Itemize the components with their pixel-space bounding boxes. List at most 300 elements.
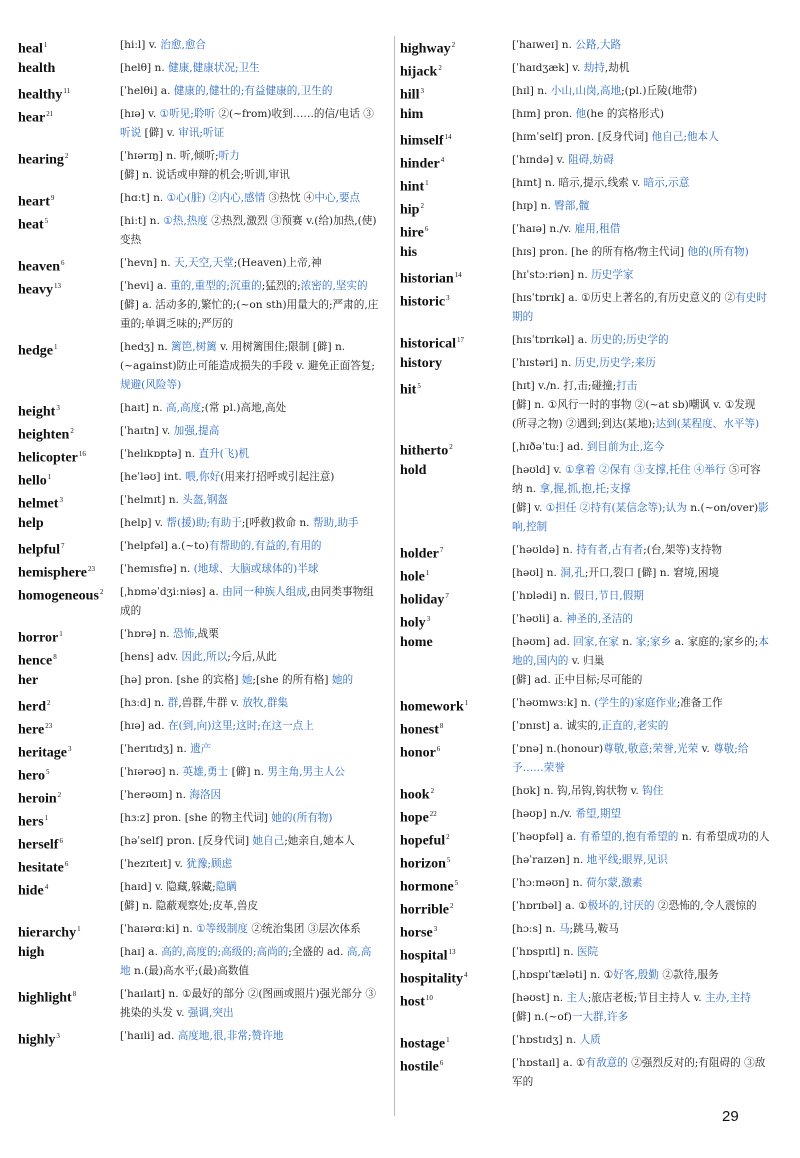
definition-text: ;开口,裂口 [僻] n. 窘境,困境: [584, 567, 720, 579]
definition-line: [512, 587, 770, 606]
highlighted-sense: 因此,所以: [181, 651, 228, 663]
definition-line: [120, 105, 380, 143]
headword: [400, 828, 504, 851]
definition-text: [ˈhelɪkɒptə] n.: [120, 448, 199, 460]
highlighted-sense: 男主角,男主人公: [267, 766, 345, 778]
headword-text: honest: [400, 722, 439, 738]
dictionary-entry: [400, 943, 770, 962]
definition: [512, 128, 770, 147]
definition-text: [僻] v.: [512, 502, 546, 514]
dictionary-entry: [18, 985, 380, 1023]
dictionary-entry: [400, 874, 770, 893]
headword: [18, 943, 114, 962]
headword-text: historical: [400, 336, 456, 352]
definition: [512, 151, 770, 170]
headword-text: holder: [400, 546, 439, 562]
headword: [400, 174, 504, 197]
definition-text: a. 家庭的;家乡的;: [671, 636, 759, 648]
headword: [18, 763, 114, 786]
headword-text: highway: [400, 41, 451, 57]
highlighted-sense: 打击: [616, 380, 638, 392]
headword: [18, 468, 114, 491]
highlighted-sense: 暗示,示意: [643, 177, 690, 189]
headword: [18, 399, 114, 422]
headword: [400, 197, 504, 220]
headword-text: hierarchy: [18, 925, 77, 941]
headword: [400, 243, 504, 262]
definition-text: [ˈhelmɪt] n.: [120, 494, 183, 506]
definition-line: [512, 874, 770, 893]
definition: [120, 59, 380, 78]
frequency-superscript: 23: [45, 722, 53, 730]
dictionary-entry: [18, 583, 380, 621]
highlighted-sense: 直升(飞)机: [198, 448, 250, 460]
dictionary-entry: [400, 151, 770, 170]
headword-text: hip: [400, 202, 420, 218]
frequency-superscript: 2: [451, 41, 456, 49]
headword: [400, 377, 504, 400]
definition: [512, 694, 770, 713]
highlighted-sense: 主人: [566, 992, 588, 1004]
definition-line: [120, 468, 380, 487]
frequency-superscript: 7: [445, 592, 449, 600]
definition-text: [hiːl] v.: [120, 39, 161, 51]
definition-line: [512, 220, 770, 239]
definition-text: [僻] v.: [141, 127, 179, 139]
definition-text: [hɪə] v.: [120, 108, 160, 120]
dictionary-entry: [400, 564, 770, 583]
definition-text: [僻] n. ①风行一时的事物 ②(~at sb)嘲讽 v. ①发现(所寻之物) ②遇到;到达(某地);: [512, 399, 756, 430]
definition: [512, 461, 770, 537]
frequency-superscript: 4: [44, 883, 49, 891]
highlighted-sense: 公路,大路: [575, 39, 622, 51]
definition-line: [120, 166, 380, 185]
definition-line: [120, 338, 380, 395]
definition: [120, 422, 380, 441]
frequency-superscript: 1: [47, 473, 52, 481]
headword: [18, 583, 114, 606]
headword-text: hijack: [400, 64, 438, 80]
definition-text: [ˈhɔːməʊn] n.: [512, 877, 587, 889]
dictionary-entry: [400, 897, 770, 916]
highlighted-sense: 主办,主持: [705, 992, 751, 1004]
definition-text: ;(Heaven)上帝,神: [233, 257, 322, 269]
dictionary-entry: [400, 1054, 770, 1092]
definition-text: [ˈhevi] a.: [120, 280, 171, 292]
headword: [400, 989, 504, 1012]
definition: [120, 717, 380, 736]
headword-text: hostile: [400, 1059, 439, 1075]
definition-text: ;(台,架等)支持物: [643, 544, 722, 556]
definition: [512, 266, 770, 285]
dictionary-entry: [18, 59, 380, 78]
definition-text: [ˈherɪtɪdʒ] n.: [120, 743, 191, 755]
headword-text: heat: [18, 217, 44, 233]
definition-text: [ˌhɪðəˈtuː] ad.: [512, 441, 587, 453]
definition-text: [ˈɒnɪst] a. 诚实的,: [512, 720, 602, 732]
definition-text: [僻] n.: [228, 766, 268, 778]
definition-text: [həʊst] n.: [512, 992, 567, 1004]
definition-text: [ˈhəʊldə] n.: [512, 544, 577, 556]
frequency-superscript: 1: [464, 699, 469, 707]
definition-text: ②强烈反对的;有阻碍的 ③敌军的: [512, 1057, 766, 1088]
definition-line: [120, 399, 380, 418]
definition-text: [ˈhɒlədi] n.: [512, 590, 574, 602]
headword-text: history: [400, 356, 442, 371]
dictionary-entry: [18, 399, 380, 418]
definition-text: [ˈhezɪteɪt] v.: [120, 858, 187, 870]
headword: [400, 354, 504, 373]
definition-text: n.(最)高水平;(最)高数值: [130, 965, 250, 977]
definition-text: [ˌhɒməˈdʒiːniəs] a.: [120, 586, 223, 598]
headword-text: horror: [18, 630, 59, 646]
highlighted-sense: 恐怖: [173, 628, 195, 640]
definition: [512, 610, 770, 629]
highlighted-sense: 她的: [331, 674, 354, 686]
definition-text: [hɪsˈtɒrɪkəl] a.: [512, 334, 591, 346]
definition: [512, 874, 770, 893]
definition-text: [ˈhəʊpfəl] a.: [512, 831, 580, 843]
definition-line: [120, 625, 380, 644]
frequency-superscript: 2: [64, 152, 69, 160]
highlighted-sense: ①等级制度: [196, 923, 248, 935]
headword-text: host: [400, 994, 425, 1010]
headword: [400, 805, 504, 828]
highlighted-sense: 隐瞒: [215, 881, 237, 893]
dictionary-entry: [18, 943, 380, 981]
column-divider: [394, 36, 395, 1116]
definition-line: [512, 243, 770, 262]
frequency-superscript: 5: [45, 768, 50, 776]
headword: [400, 564, 504, 587]
headword: [18, 671, 114, 690]
definition: [120, 1027, 380, 1046]
headword-text: height: [18, 404, 56, 420]
definition-line: [512, 59, 770, 78]
definition-text: [ˈhemɪsfɪə] n.: [120, 563, 194, 575]
definition-text: ②统治集团 ③层次体系: [248, 923, 361, 935]
headword-text: hers: [18, 814, 44, 830]
definition: [512, 805, 770, 824]
headword-text: hitherto: [400, 443, 449, 459]
headword-text: him: [400, 107, 424, 122]
headword: [400, 633, 504, 652]
definition-text: ③热忱 ④: [265, 192, 315, 204]
highlighted-sense: 到目前为止,迄今: [586, 441, 665, 453]
dictionary-entry: [400, 331, 770, 350]
definition-text: (he 的宾格形式): [586, 108, 664, 120]
headword: [18, 514, 114, 533]
highlighted-sense: 历史学家: [591, 269, 634, 281]
dictionary-entry: [18, 671, 380, 690]
dictionary-entry: [400, 438, 770, 457]
definition-line: [120, 648, 380, 667]
dictionary-entry: [18, 254, 380, 273]
definition-line: [120, 878, 380, 897]
headword: [400, 151, 504, 174]
definition-text: [hʊk] n. 钩,吊钩,钩状物 v.: [512, 785, 643, 797]
definition-text: [ˈhəʊli] a.: [512, 613, 567, 625]
headword: [18, 105, 114, 128]
dictionary-entry: [400, 694, 770, 713]
highlighted-sense: 浓密的,坚实的: [300, 280, 368, 292]
definition: [120, 537, 380, 556]
left-column: [18, 36, 380, 1050]
headword: [18, 1027, 114, 1050]
definition-text: [ˈhaɪweɪ] n.: [512, 39, 576, 51]
headword: [400, 438, 504, 461]
definition-text: [僻] n. 说话或申辩的机会;听训,审讯: [120, 169, 290, 181]
highlighted-sense: 遗产: [190, 743, 212, 755]
highlighted-sense: 历史的;历史学的: [590, 334, 669, 346]
headword: [400, 782, 504, 805]
headword-text: here: [18, 722, 45, 738]
definition: [512, 920, 770, 939]
definition-text: [hɜːd] n.: [120, 697, 168, 709]
definition-line: [120, 36, 380, 55]
definition-line: [120, 422, 380, 441]
frequency-superscript: 1: [446, 1036, 450, 1044]
dictionary-entry: [400, 243, 770, 262]
definition-text: [ˈhaɪlaɪt] n. ①最好的部分 ②(图画或照片)强光部分 ③挑染的头发 v.: [120, 988, 376, 1019]
definition: [120, 105, 380, 143]
definition-line: [512, 105, 770, 124]
definition-text: [hiːt] n.: [120, 215, 164, 227]
headword-text: hope: [400, 810, 429, 826]
definition-text: [hə] pron. [she 的宾格]: [120, 674, 242, 686]
definition: [512, 828, 770, 847]
highlighted-sense: 犹豫;顾虑: [186, 858, 233, 870]
page-number: 29: [722, 1108, 739, 1125]
headword: [400, 920, 504, 943]
dictionary-entry: [18, 694, 380, 713]
definition-line: [120, 740, 380, 759]
headword: [400, 740, 504, 763]
dictionary-entry: [400, 59, 770, 78]
definition: [120, 514, 380, 533]
definition-text: n. 有希望成功的人: [678, 831, 770, 843]
frequency-superscript: 1: [54, 343, 58, 351]
definition-text: [help] v.: [120, 517, 167, 529]
definition-text: [ˈhɪndə] v.: [512, 154, 569, 166]
headword-text: hold: [400, 463, 427, 478]
definition: [512, 243, 770, 262]
definition-line: [512, 851, 770, 870]
highlighted-sense: ①热,热度: [163, 215, 208, 227]
definition: [120, 786, 380, 805]
headword-text: hospitality: [400, 971, 464, 987]
dictionary-entry: [18, 36, 380, 55]
definition: [120, 254, 380, 273]
headword-text: hire: [400, 225, 424, 241]
definition-line: [512, 289, 770, 327]
frequency-superscript: 5: [417, 382, 421, 390]
definition-line: [120, 82, 380, 101]
dictionary-entry: [18, 648, 380, 667]
definition: [512, 1054, 770, 1092]
definition-line: [120, 212, 380, 250]
definition-text: [hɑːt] n.: [120, 192, 167, 204]
definition-line: [120, 855, 380, 874]
headword: [400, 331, 504, 354]
definition-text: [haɪt] n.: [120, 402, 166, 414]
headword: [400, 717, 504, 740]
headword: [400, 128, 504, 151]
definition: [120, 189, 380, 208]
headword: [18, 147, 114, 170]
frequency-superscript: 6: [64, 860, 69, 868]
definition-line: [512, 377, 770, 396]
headword: [400, 1054, 504, 1077]
headword: [18, 560, 114, 583]
highlighted-sense: 帮(援)助;有助于: [166, 517, 242, 529]
definition-line: [512, 694, 770, 713]
definition: [120, 878, 380, 916]
definition-text: [ˈhɒstaɪl] a. ①: [512, 1057, 586, 1069]
headword: [400, 59, 504, 82]
definition: [512, 943, 770, 962]
definition-line: [512, 1031, 770, 1050]
highlighted-sense: 他自己;他本人: [651, 131, 719, 143]
frequency-superscript: 13: [54, 282, 61, 290]
highlighted-sense: (地球、大脑或球体的)半球: [193, 563, 319, 575]
definition-line: [512, 564, 770, 583]
definition-text: ;今后,从此: [227, 651, 277, 663]
dictionary-entry: [18, 809, 380, 828]
frequency-superscript: 6: [424, 225, 429, 233]
definition-line: [120, 491, 380, 510]
definition: [120, 583, 380, 621]
definition-text: [僻] n. 隐蔽观察处;皮革,兽皮: [120, 900, 259, 912]
definition: [120, 855, 380, 874]
definition: [512, 587, 770, 606]
definition-text: ;(pl.)丘陵(地带): [621, 85, 698, 97]
definition: [512, 289, 770, 327]
highlighted-sense: 篱笆,树篱: [171, 341, 217, 353]
definition-text: [haɪ] a.: [120, 946, 162, 958]
highlighted-sense: ①担任 ②持有(某信念等);认为: [545, 502, 687, 514]
frequency-superscript: 2: [70, 427, 74, 435]
highlighted-sense: 洞,孔: [560, 567, 585, 579]
definition: [120, 82, 380, 101]
headword: [18, 212, 114, 235]
definition-text: [hɪmˈself] pron. [反身代词]: [512, 131, 652, 143]
dictionary-entry: [400, 633, 770, 690]
dictionary-entry: [18, 832, 380, 851]
frequency-superscript: 22: [429, 810, 437, 818]
definition-line: [120, 985, 380, 1023]
highlighted-sense: 强调,突出: [187, 1007, 234, 1019]
definition-text: [ˈhelθi] a.: [120, 85, 174, 97]
headword-text: hostage: [400, 1036, 446, 1052]
definition-line: [120, 763, 380, 782]
headword: [18, 36, 114, 59]
definition-line: [120, 809, 380, 828]
definition: [512, 220, 770, 239]
highlighted-sense: 拿,握,抓,抱,托;支撑: [539, 483, 631, 495]
definition-line: [512, 805, 770, 824]
definition-text: [hɜːz] pron. [she 的物主代词]: [120, 812, 272, 824]
headword-text: heaven: [18, 259, 60, 275]
headword-text: herd: [18, 699, 46, 715]
definition-text: ,战栗: [194, 628, 219, 640]
highlighted-sense: 人质: [579, 1034, 601, 1046]
definition: [512, 36, 770, 55]
highlighted-sense: 希望,期望: [575, 808, 622, 820]
definition: [512, 851, 770, 870]
frequency-superscript: 3: [59, 496, 63, 504]
definition-line: [512, 943, 770, 962]
definition-text: ;准备工作: [676, 697, 723, 709]
frequency-superscript: 1: [43, 41, 48, 49]
headword-text: home: [400, 635, 433, 650]
dictionary-entry: [400, 174, 770, 193]
highlighted-sense: 她自己: [252, 835, 285, 847]
frequency-superscript: 5: [446, 856, 451, 864]
headword-text: hemisphere: [18, 565, 87, 581]
dictionary-entry: [18, 717, 380, 736]
frequency-superscript: 2: [449, 443, 453, 451]
frequency-superscript: 3: [56, 1032, 60, 1040]
definition-line: [120, 147, 380, 166]
definition-text: ②款待,服务: [659, 969, 719, 981]
definition-text: [heˈləʊ] int.: [120, 471, 186, 483]
definition-text: ;(常 pl.)高地,高处: [201, 402, 287, 414]
headword-text: heavy: [18, 282, 53, 298]
definition: [120, 36, 380, 55]
headword-text: her: [18, 673, 39, 688]
definition-text: [hɪl] n.: [512, 85, 551, 97]
headword: [400, 874, 504, 897]
definition-text: ②热烈,激烈 ③预赛 v.(给)加热,(使)变热: [120, 215, 377, 246]
highlighted-sense: 重的,重型的;沉重的: [170, 280, 262, 292]
headword-text: help: [18, 516, 44, 531]
highlighted-sense: 尊敬;给予……荣誉: [512, 743, 749, 774]
highlighted-sense: ①拿着 ②保有 ③支撑,托住 ④举行: [564, 464, 726, 476]
headword: [400, 966, 504, 989]
definition-text: [haɪd] v. 隐藏,躲藏;: [120, 881, 216, 893]
headword: [18, 189, 114, 212]
definition-text: [ˈhaɪtn] v.: [120, 425, 174, 437]
frequency-superscript: 13: [448, 948, 456, 956]
definition-line: [512, 174, 770, 193]
dictionary-entry: [400, 266, 770, 285]
highlighted-sense: 她: [241, 674, 253, 686]
highlighted-sense: 加强,提高: [173, 425, 220, 437]
frequency-superscript: 3: [426, 615, 431, 623]
definition: [120, 625, 380, 644]
headword-text: hear: [18, 110, 46, 126]
definition-line: [512, 36, 770, 55]
dictionary-entry: [400, 782, 770, 801]
headword: [400, 610, 504, 633]
definition-text: [ˈhaɪə] n./v.: [512, 223, 575, 235]
definition: [120, 277, 380, 334]
headword: [400, 461, 504, 480]
highlighted-sense: 雇用,租借: [574, 223, 621, 235]
dictionary-entry: [400, 1031, 770, 1050]
definition-line: [120, 832, 380, 851]
frequency-superscript: 8: [439, 722, 444, 730]
highlighted-sense: 好客,殷勤: [613, 969, 659, 981]
highlighted-sense: 规避(风险等): [120, 379, 182, 391]
definition-text: [hɪə] ad.: [120, 720, 168, 732]
definition-text: [僻] ad. 正中目标;尽可能的: [512, 674, 643, 686]
definition-text: [həʊld] v.: [512, 464, 565, 476]
definition-text: [helθ] n.: [120, 62, 169, 74]
definition-line: [120, 786, 380, 805]
frequency-superscript: 5: [454, 879, 459, 887]
